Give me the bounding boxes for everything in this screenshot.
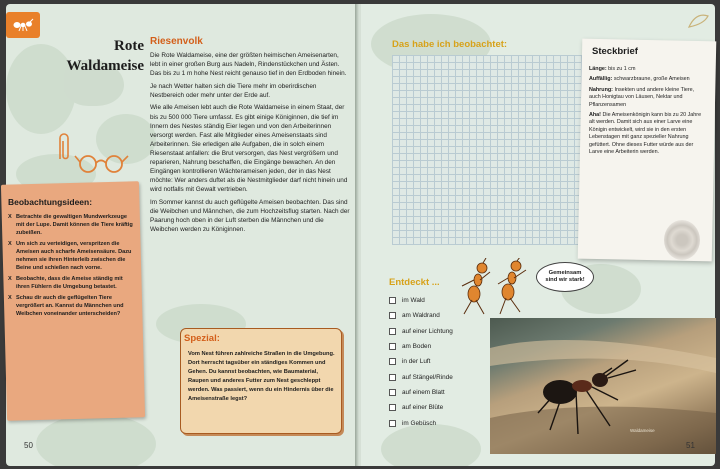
checkbox[interactable] bbox=[389, 420, 396, 427]
checklist-item[interactable] bbox=[389, 293, 453, 308]
checklist-item[interactable] bbox=[389, 354, 453, 369]
observation-item-text: Beobachte, dass die Ameise ständig mit ihren Fühlern die Umgebung betastet. bbox=[16, 276, 123, 290]
cartoon-ants-icon bbox=[450, 258, 540, 320]
steckbrief-value: bis zu 1 cm bbox=[608, 66, 636, 72]
steckbrief-value: Die Ameisenkönigin kann bis zu 20 Jahre alt werden. Damit sich aus einer Larve eine Königin entwickelt, wird sie in den ersten Lebenstagen mit ganz spezieller Nahrung gefüttert. Ohne dieses Futter würde aus der Larve eine Arbeiterin werden. bbox=[589, 112, 702, 156]
observation-item bbox=[8, 294, 136, 318]
steckbrief-label: Auffällig: bbox=[589, 76, 613, 83]
checklist-item[interactable] bbox=[389, 385, 453, 400]
main-text bbox=[150, 51, 350, 238]
cross-mark-icon: X bbox=[8, 276, 12, 282]
photo-caption: Waldameise bbox=[630, 428, 655, 433]
glasses-icon bbox=[74, 152, 130, 174]
observation-item bbox=[8, 240, 136, 272]
checklist-item[interactable] bbox=[389, 339, 453, 354]
checklist-label: auf einer Lichtung bbox=[402, 327, 453, 335]
checkbox[interactable] bbox=[389, 312, 396, 319]
checklist-label: in der Luft bbox=[402, 358, 431, 366]
page-number-right: 51 bbox=[686, 441, 695, 450]
checklist-label: auf einem Blatt bbox=[402, 388, 445, 396]
paragraph: Je nach Wetter halten sich die Tiere mehr im oberirdischen Nestbereich oder mehr unter der Erde auf. bbox=[150, 82, 317, 99]
steckbrief-entry bbox=[589, 66, 707, 73]
checkbox[interactable] bbox=[389, 374, 396, 381]
checkbox[interactable] bbox=[389, 328, 396, 335]
checklist-label: auf einer Blüte bbox=[402, 404, 444, 412]
steckbrief-label: Nahrung: bbox=[589, 86, 613, 93]
steckbrief-body bbox=[589, 66, 707, 159]
page-number-left: 50 bbox=[24, 441, 33, 450]
observation-item-text: Betrachte die gewaltigen Mundwerkzeuge mit der Lupe. Damit können die Tiere kräftig zubeißen. bbox=[16, 214, 133, 236]
observation-item-text: Schau dir auch die geflügelten Tiere vergrößert an. Kannst du Männchen und Weibchen voneinander unterscheiden? bbox=[16, 295, 124, 317]
checklist-label: im Wald bbox=[402, 297, 425, 305]
title-line-2: Waldameise bbox=[66, 58, 144, 74]
steckbrief-label: Aha! bbox=[589, 112, 601, 119]
ant-photo-image bbox=[490, 318, 716, 454]
entdeckt-checklist bbox=[389, 293, 453, 431]
cross-mark-icon: X bbox=[8, 295, 12, 301]
steckbrief-entry bbox=[589, 112, 707, 156]
notes-heading: Das habe ich beobachtet: bbox=[392, 39, 508, 50]
paragraph: Die Rote Waldameise, eine der größten heimischen Ameisenarten, lebt in einer großen Burg aus Nadeln, Rindenstückchen und Ästen. Das bis zu 1 m hohe Nest reicht genauso tief in den Erdboden hinein. bbox=[150, 52, 347, 78]
observation-item bbox=[8, 213, 136, 237]
observation-item-text: Um sich zu verteidigen, verspritzen die Ameisen auch scharfe Ameisensäure. Dazu nehmen sie ihren Hinterleib zwischen die Beine und schießen nach vorne. bbox=[16, 241, 132, 271]
paperclip-icon bbox=[54, 132, 74, 162]
spezial-text: Vom Nest führen zahlreiche Straßen in die Umgebung. Dort herrscht tagsüber ein ständiges Kommen und Gehen. Du kannst beobachten, wie Baumaterial, Raupen und anderes Futter zum Nest geschleppt werden. Was passiert, wenn du ein Hindernis über die Ameisenstraße legst? bbox=[188, 351, 335, 402]
checklist-item[interactable] bbox=[389, 400, 453, 415]
observation-item bbox=[8, 275, 136, 291]
checklist-label: am Waldrand bbox=[402, 312, 440, 320]
checkbox[interactable] bbox=[389, 297, 396, 304]
checkbox[interactable] bbox=[389, 389, 396, 396]
steckbrief-label: Länge: bbox=[589, 66, 607, 72]
notes-grid[interactable] bbox=[392, 55, 592, 245]
speech-bubble bbox=[536, 262, 594, 292]
entdeckt-title: Entdeckt ... bbox=[389, 277, 440, 288]
checklist-item[interactable] bbox=[389, 324, 453, 339]
checklist-item[interactable] bbox=[389, 308, 453, 323]
checkbox[interactable] bbox=[389, 404, 396, 411]
steckbrief-value: schwarzbraune, große Ameisen bbox=[613, 76, 690, 83]
checklist-label: im Gebüsch bbox=[402, 419, 437, 427]
ant-photo bbox=[490, 318, 716, 454]
observation-title: Beobachtungsideen: bbox=[8, 197, 93, 207]
cross-mark-icon: X bbox=[8, 241, 12, 247]
checkbox[interactable] bbox=[389, 358, 396, 365]
fingerprint-icon bbox=[664, 220, 700, 260]
subheading: Riesenvolk bbox=[150, 36, 203, 47]
cross-mark-icon: X bbox=[8, 214, 12, 220]
steckbrief-entry bbox=[589, 76, 707, 83]
checklist-item[interactable] bbox=[389, 369, 453, 384]
bubble-line: sind wir stark! bbox=[545, 277, 585, 283]
steckbrief-entry bbox=[589, 87, 707, 109]
checklist-label: am Boden bbox=[402, 343, 432, 351]
checkbox[interactable] bbox=[389, 343, 396, 350]
steckbrief-value: Insekten und andere kleine Tiere, auch Honigtau von Läusen, Nektar und Pflanzensamen bbox=[589, 86, 695, 108]
ant-badge-icon bbox=[6, 12, 40, 38]
steckbrief-title: Steckbrief bbox=[592, 46, 638, 57]
corner-sketch-icon bbox=[686, 10, 712, 30]
page-title bbox=[52, 36, 144, 76]
checklist-label: auf Stängel/Rinde bbox=[402, 373, 453, 381]
checklist-item[interactable] bbox=[389, 415, 453, 430]
paragraph: Wie alle Ameisen lebt auch die Rote Waldameise in einem Staat, der bis zu 500 000 Tiere umfasst. Es gibt einige Königinnen, die tief im Innern des Nestes ständig Eier legen und von den Arbeiterinnen versorgt werden. Fast alle Mitglieder eines Ameisenstaats sind Arbeiterinnen. Sie erledigen alle Aufgaben, die in solch einem Riesenstaat anfallen: die Brut versorgen, das Nest vergrößern und reparieren, Nahrung beschaffen, die Eingänge bewachen. An den Eingängen kontrollieren Wächterameisen jeden, der in das Nest möchte: Wer anders duftet als die Nestmitglieder darf nicht hinein und wird notfalls mit Gewalt vertrieben. bbox=[150, 104, 348, 194]
paragraph: Im Sommer kannst du auch geflügelte Ameisen beobachten. Das sind die Weibchen und Männchen, die zum Hochzeitsflug starten. Nach der Paarung hoch oben in der Luft sterben die Männchen und die Weibchen werden zu Königinnen. bbox=[150, 198, 350, 234]
observation-content bbox=[8, 197, 136, 321]
bubble-line: Gemeinsam bbox=[548, 270, 582, 276]
title-line-1: Rote bbox=[114, 38, 144, 54]
spezial-title: Spezial: bbox=[184, 333, 220, 344]
